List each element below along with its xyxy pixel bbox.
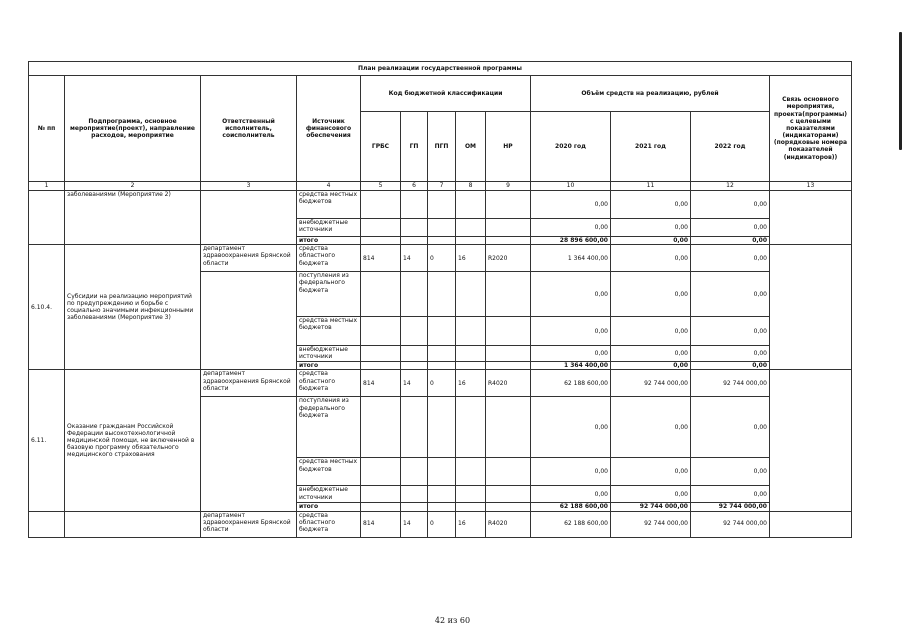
col-number: 11 [611,182,691,191]
amount-2021: 0,00 [611,219,691,237]
cell-gp [401,362,428,370]
cell-num [29,191,65,245]
cell-grbs [361,362,401,370]
code-pgp: 0 [428,245,456,272]
cell-gp [401,397,428,458]
cell-pgp [428,458,456,486]
code-np: R4020 [486,511,531,537]
responsible-executor: департамент здравоохранения Брянской области [201,511,297,537]
cell-np [486,362,531,370]
cell-om [456,503,486,511]
amount-2021: 0,00 [611,272,691,317]
cell-gp [401,458,428,486]
cell-indicators [770,245,852,370]
cell-grbs [361,397,401,458]
code-grbs: 814 [361,245,401,272]
code-om: 16 [456,511,486,537]
cell-gp [401,346,428,362]
source-cell: поступления из федерального бюджета [297,397,361,458]
col-number: 13 [770,182,852,191]
cell-num [29,511,65,537]
code-grbs: 814 [361,370,401,397]
col-number: 6 [401,182,428,191]
cell-gp [401,503,428,511]
cell-pgp [428,346,456,362]
amount-2020: 0,00 [531,346,611,362]
source-cell: средства местных бюджетов [297,458,361,486]
total-2020: 28 896 600,00 [531,237,611,245]
amount-2022: 0,00 [691,458,770,486]
measure-name: Оказание гражданам Российской Федерации высокотехнологичной медицинской помощи, не включенной в базовую программу обязательного медицинского страхования [65,370,201,511]
col-number: 2 [65,182,201,191]
amount-2020: 0,00 [531,397,611,458]
amount-2022: 0,00 [691,346,770,362]
source-cell: средства местных бюджетов [297,191,361,219]
amount-2022: 0,00 [691,486,770,503]
cell-np [486,486,531,503]
amount-2022: 92 744 000,00 [691,370,770,397]
total-2020: 1 364 400,00 [531,362,611,370]
cell-pgp [428,219,456,237]
header-volume: Объём средств на реализацию, рублей [531,76,770,112]
plan-title: План реализации государственной программы [29,62,852,76]
binder-edge-mark [899,32,902,150]
cell-indicators [770,370,852,511]
cell-np [486,317,531,346]
cell-om [456,362,486,370]
cell-pgp [428,486,456,503]
amount-2022: 0,00 [691,245,770,272]
cell-pgp [428,362,456,370]
amount-2022: 0,00 [691,191,770,219]
header-num: № пп [29,76,65,182]
code-gp: 14 [401,370,428,397]
total-2020: 62 188 600,00 [531,503,611,511]
cell-om [456,458,486,486]
code-pgp: 0 [428,511,456,537]
cell-grbs [361,191,401,219]
header-np: НР [486,112,531,182]
col-number: 1 [29,182,65,191]
source-cell: внебюджетные источники [297,219,361,237]
header-grbs: ГРБС [361,112,401,182]
cell-indicators [770,511,852,537]
code-np: R4020 [486,370,531,397]
measure-name [65,511,201,537]
source-total: итого [297,362,361,370]
cell-om [456,237,486,245]
amount-2020: 0,00 [531,272,611,317]
header-2021: 2021 год [611,112,691,182]
total-2021: 92 744 000,00 [611,503,691,511]
cell-np [486,458,531,486]
cell-grbs [361,458,401,486]
total-2021: 0,00 [611,362,691,370]
cell-om [456,219,486,237]
cell-om [456,272,486,317]
code-om: 16 [456,245,486,272]
code-pgp: 0 [428,370,456,397]
source-cell: внебюджетные источники [297,486,361,503]
col-number: 9 [486,182,531,191]
cell-grbs [361,486,401,503]
code-grbs: 814 [361,511,401,537]
cell-pgp [428,272,456,317]
cell-grbs [361,503,401,511]
responsible-executor: департамент здравоохранения Брянской области [201,370,297,397]
source-total: итого [297,503,361,511]
cell-gp [401,486,428,503]
cell-grbs [361,272,401,317]
header-gp: ГП [401,112,428,182]
amount-2022: 0,00 [691,317,770,346]
page-number: 42 из 60 [434,616,471,625]
col-number: 3 [201,182,297,191]
code-om: 16 [456,370,486,397]
cell-om [456,486,486,503]
header-pgp: ПГП [428,112,456,182]
amount-2021: 0,00 [611,486,691,503]
cell-pgp [428,397,456,458]
cell-grbs [361,317,401,346]
cell-gp [401,317,428,346]
program-plan-table [28,61,852,538]
cell-gp [401,237,428,245]
amount-2020: 62 188 600,00 [531,370,611,397]
amount-2022: 0,00 [691,219,770,237]
col-number: 7 [428,182,456,191]
code-gp: 14 [401,511,428,537]
header-source: Источник финансового обеспечения [297,76,361,182]
col-number: 12 [691,182,770,191]
cell-pgp [428,317,456,346]
cell-np [486,503,531,511]
amount-2021: 0,00 [611,458,691,486]
cell-grbs [361,219,401,237]
header-name: Подпрограмма, основное мероприятие(проект), направление расходов, мероприятие [65,76,201,182]
amount-2021: 92 744 000,00 [611,511,691,537]
cell-pgp [428,237,456,245]
cell-responsible [201,397,297,511]
measure-name: Субсидии на реализацию мероприятий по предупреждению и борьбе с социально значимыми инфекционными заболеваниями (Мероприятие 3) [65,245,201,370]
amount-2020: 1 364 400,00 [531,245,611,272]
amount-2021: 0,00 [611,346,691,362]
col-number: 8 [456,182,486,191]
cell-np [486,346,531,362]
cell-om [456,191,486,219]
responsible-executor: департамент здравоохранения Брянской области [201,245,297,272]
source-cell: средства областного бюджета [297,511,361,537]
col-number: 10 [531,182,611,191]
cell-pgp [428,503,456,511]
source-cell: средства областного бюджета [297,370,361,397]
source-total: итого [297,237,361,245]
code-gp: 14 [401,245,428,272]
cell-grbs [361,346,401,362]
amount-2021: 92 744 000,00 [611,370,691,397]
col-number: 5 [361,182,401,191]
amount-2020: 0,00 [531,486,611,503]
cell-responsible [201,272,297,370]
cell-np [486,397,531,458]
header-2020: 2020 год [531,112,611,182]
amount-2022: 0,00 [691,272,770,317]
cell-np [486,272,531,317]
header-responsible: Ответственный исполнитель, соисполнитель [201,76,297,182]
amount-2020: 0,00 [531,458,611,486]
code-np: R2020 [486,245,531,272]
total-2022: 92 744 000,00 [691,503,770,511]
total-2021: 0,00 [611,237,691,245]
amount-2022: 92 744 000,00 [691,511,770,537]
amount-2020: 0,00 [531,219,611,237]
cell-pgp [428,191,456,219]
source-cell: внебюджетные источники [297,346,361,362]
cell-om [456,346,486,362]
header-2022: 2022 год [691,112,770,182]
col-number: 4 [297,182,361,191]
measure-name: заболеваниями (Мероприятие 2) [65,191,201,245]
cell-gp [401,272,428,317]
cell-om [456,317,486,346]
amount-2021: 0,00 [611,245,691,272]
amount-2022: 0,00 [691,397,770,458]
total-2022: 0,00 [691,362,770,370]
cell-np [486,219,531,237]
cell-indicators [770,191,852,245]
header-om: ОМ [456,112,486,182]
cell-grbs [361,237,401,245]
measure-number: 6.11. [29,370,65,511]
header-link-indicators: Связь основного мероприятия, проекта(программы) с целевыми показателями (индикаторами) (порядковые номера показателей (индикаторов)) [770,76,852,182]
amount-2020: 0,00 [531,317,611,346]
cell-om [456,397,486,458]
cell-responsible [201,191,297,245]
source-cell: средства областного бюджета [297,245,361,272]
total-2022: 0,00 [691,237,770,245]
amount-2020: 62 188 600,00 [531,511,611,537]
cell-gp [401,191,428,219]
measure-number: 6.10.4. [29,245,65,370]
amount-2021: 0,00 [611,397,691,458]
amount-2021: 0,00 [611,191,691,219]
amount-2021: 0,00 [611,317,691,346]
amount-2020: 0,00 [531,191,611,219]
cell-np [486,237,531,245]
cell-np [486,191,531,219]
source-cell: средства местных бюджетов [297,317,361,346]
source-cell: поступления из федерального бюджета [297,272,361,317]
cell-gp [401,219,428,237]
header-budget-code: Код бюджетной классификации [361,76,531,112]
